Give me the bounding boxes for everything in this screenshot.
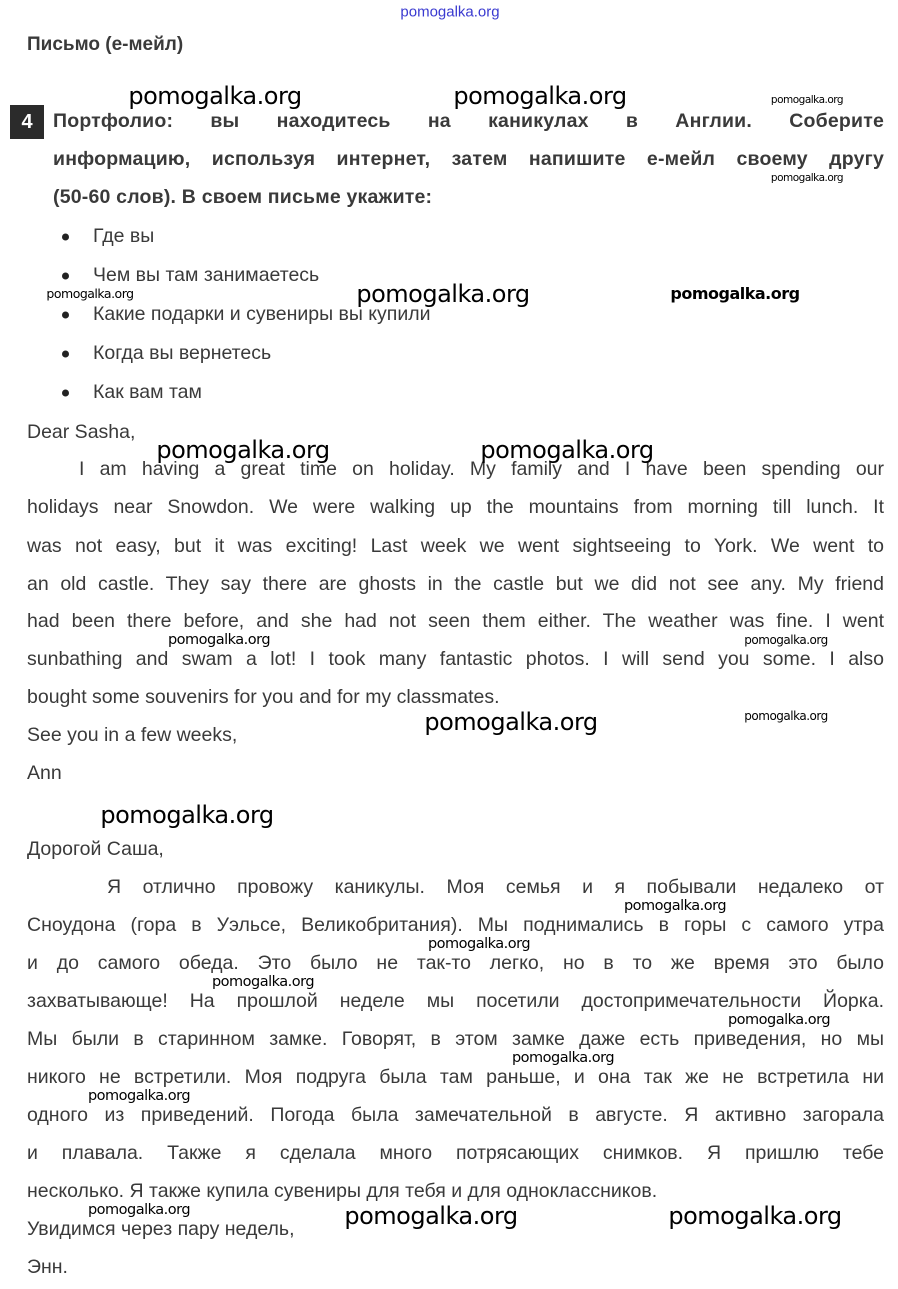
section-title: Письмо (е-мейл): [27, 34, 184, 55]
bullet-item: Где вы: [93, 225, 155, 247]
letter-en-line: sunbathing and swam a lot! I took many fantastic photos. I will send you some. I also: [27, 648, 884, 670]
bullet-icon: [62, 234, 69, 241]
watermark: pomogalka.org: [770, 171, 844, 184]
watermark: pomogalka.org: [511, 1049, 615, 1066]
task-line: (50-60 слов). В своем письме укажите:: [53, 186, 433, 208]
watermark: pomogalka.org: [424, 708, 598, 736]
watermark: pomogalka.org: [87, 1201, 191, 1218]
watermark: pomogalka.org: [770, 93, 844, 106]
watermark: pomogalka.org: [480, 436, 654, 464]
letter-ru-line: и до самого обеда. Это было не так-то легко, но в то же время это было: [27, 952, 884, 974]
letter-ru-line: захватывающе! На прошлой неделе мы посетили достопримечательности Йорка.: [27, 990, 884, 1012]
task-line: информацию, используя интернет, затем напишите е-мейл своему другу: [53, 148, 884, 170]
bullet-icon: [62, 351, 69, 358]
letter-ru-greeting: Дорогой Саша,: [27, 838, 164, 860]
letter-ru-line: никого не встретили. Моя подруга была там раньше, и она так же не встретила ни: [27, 1066, 884, 1088]
bullet-item: Когда вы вернетесь: [93, 342, 272, 364]
watermark: pomogalka.org: [211, 973, 315, 990]
watermark: pomogalka.org: [744, 633, 828, 647]
watermark: pomogalka.org: [87, 1087, 191, 1104]
watermark: pomogalka.org: [744, 709, 828, 723]
bullet-item: Чем вы там занимаетесь: [93, 264, 320, 286]
letter-ru-closing: Увидимся через пару недель,: [27, 1218, 295, 1240]
watermark: pomogalka.org: [668, 1202, 842, 1230]
letter-ru-line: Я отлично провожу каникулы. Моя семья и я побывали недалеко от: [107, 876, 884, 898]
letter-ru-signature: Энн.: [27, 1256, 68, 1278]
watermark: pomogalka.org: [727, 1011, 831, 1028]
watermark: pomogalka.org: [453, 82, 627, 110]
letter-en-line: bought some souvenirs for you and for my classmates.: [27, 686, 500, 708]
task-number-badge: 4: [10, 105, 44, 139]
watermark: pomogalka.org: [156, 436, 330, 464]
watermark: pomogalka.org: [46, 285, 134, 301]
bullet-icon: [62, 273, 69, 280]
watermark: pomogalka.org: [100, 801, 274, 829]
watermark: pomogalka.org: [623, 897, 727, 914]
letter-ru-line: Мы были в старинном замке. Говорят, в этом замке даже есть приведения, но мы: [27, 1028, 884, 1050]
letter-en-line: holidays near Snowdon. We were walking up the mountains from morning till lunch. It: [27, 496, 884, 518]
watermark: pomogalka.org: [356, 280, 530, 308]
watermark-link[interactable]: pomogalka.org: [400, 3, 500, 21]
task-line: Портфолио: вы находитесь на каникулах в Англии. Соберите: [53, 110, 884, 132]
letter-en-line: I am having a great time on holiday. My family and I have been spending our: [79, 458, 884, 480]
letter-ru-line: и плавала. Также я сделала много потрясающих снимков. Я пришлю тебе: [27, 1142, 884, 1164]
letter-en-line: was not easy, but it was exciting! Last week we went sightseeing to York. We went to: [27, 535, 884, 557]
letter-en-line: had been there before, and she had not seen them either. The weather was fine. I went: [27, 610, 884, 632]
bullet-icon: [62, 312, 69, 319]
bullet-item: Какие подарки и сувениры вы купили: [93, 303, 431, 325]
watermark: pomogalka.org: [128, 82, 302, 110]
letter-ru-line: Сноудона (гора в Уэльсе, Великобритания). Мы поднимались в горы с самого утра: [27, 914, 884, 936]
bullet-icon: [62, 390, 69, 397]
bullet-item: Как вам там: [93, 381, 202, 403]
letter-en-closing: See you in a few weeks,: [27, 724, 238, 746]
watermark: pomogalka.org: [670, 284, 800, 303]
watermark: pomogalka.org: [344, 1202, 518, 1230]
watermark: pomogalka.org: [167, 631, 271, 648]
letter-ru-line: несколько. Я также купила сувениры для тебя и для одноклассников.: [27, 1180, 658, 1202]
letter-ru-line: одного из приведений. Погода была замечательной в августе. Я активно загорала: [27, 1104, 884, 1126]
letter-en-signature: Ann: [27, 762, 62, 784]
watermark: pomogalka.org: [427, 935, 531, 952]
letter-en-greeting: Dear Sasha,: [27, 421, 136, 443]
letter-en-line: an old castle. They say there are ghosts in the castle but we did not see any. My friend: [27, 573, 884, 595]
